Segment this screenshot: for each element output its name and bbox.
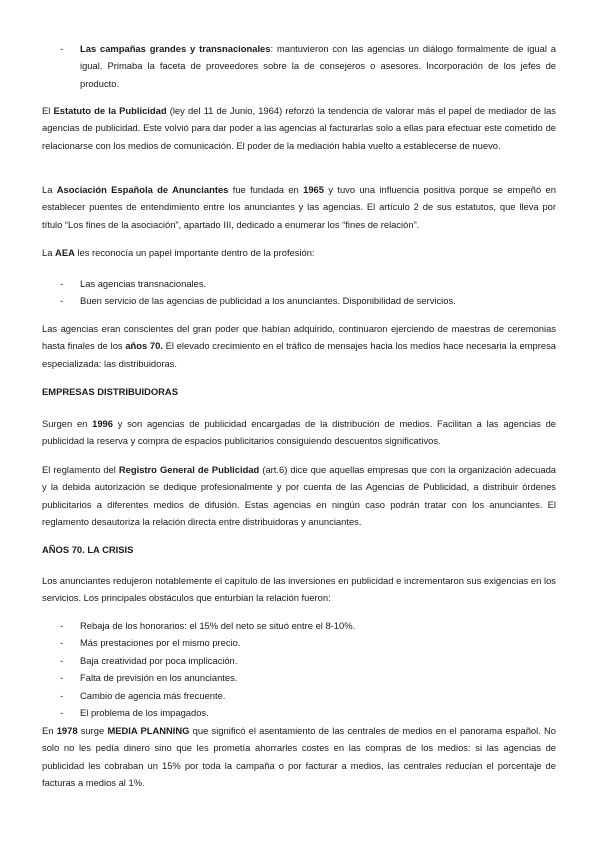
list-item: - Cambio de agencia más frecuente.: [60, 689, 226, 701]
crisis-bullet-list: [0, 617, 600, 721]
top-bullet-list: [0, 40, 600, 92]
bold-term: años 70.: [125, 340, 163, 352]
bold-year: 1996: [92, 418, 113, 429]
paragraph-estatuto: El Estatuto de la Publicidad (ley del 11 de Junio, 1964) reforzó la tendencia de valorar más el papel de mediador de las agencias de publicidad. Este volvió para dar poder a las agencias al facturarlas solo a ellas para efectuar este cometido de relacionarse con los medios de comunicación. El poder de la mediación había vuelto a establecerse de nuevo.: [42, 105, 556, 151]
list-item: - Buen servicio de las agencias de publicidad a los anunciantes. Disponibilidad de servicios.: [60, 295, 456, 307]
list-item: - Falta de previsión en los anunciantes.: [60, 672, 238, 684]
paragraph-asociacion: La Asociación Española de Anunciantes fue fundada en 1965 y tuvo una influencia positiva porque se empeñó en establecer puentes de entendimiento entre los anunciantes y las agencias. El artículo 2 de sus estatutos, que lleva por título “Los fines de la asociación”, apartado III, dedicado a enumerar los “fines de relación”.: [42, 184, 556, 230]
bold-term: Asociación Española de Anunciantes: [56, 184, 229, 195]
paragraph-anunciantes: Los anunciantes redujeron notablemente el capítulo de las inversiones en publicidad e incrementaron sus exigencias en los servicios. Los principales obstáculos que enturbian la relación fueron:: [42, 575, 556, 604]
bullet-dash: -: [60, 43, 64, 54]
bold-term: MEDIA PLANNING: [107, 725, 190, 736]
paragraph-reglamento: El reglamento del Registro General de Publicidad (art.6) dice que aquellas empresas que con la organización adecuada y la debida autorización se dedique profesionalmente y por cuenta de las Agencias de Publicidad, a distribuir órdenes publicitarios a diferentes medios de difusión. Estas agencias en ningún caso podrán tratar con los anunciantes. El reglamento desautoriza la relación directa entre distribuidoras y anunciantes.: [42, 464, 556, 528]
aea-bullet-list: [0, 275, 600, 310]
list-item: - Baja creatividad por poca implicación.: [60, 654, 238, 666]
list-item: - El problema de los impagados.: [60, 707, 209, 719]
paragraph-1978: En 1978 surge MEDIA PLANNING que significó el asentamiento de las centrales de medios en el panorama español. No solo no les pedía dinero sino que les prometía ahorrarles costes en las compras de los medios: si las agencias de publicidad les cobraban un 15% por toda la campaña o por facturar a medios, las centrales reducían el porcentaje de facturas a medios al 1%.: [42, 725, 557, 789]
bold-year: 1965: [303, 184, 324, 195]
section-heading-crisis: AÑOS 70. LA CRISIS: [42, 544, 134, 555]
bold-term: Estatuto de la Publicidad: [53, 105, 167, 116]
bold-term: AEA: [55, 247, 75, 258]
list-item: - Más prestaciones por el mismo precio.: [60, 637, 241, 649]
list-item: - Rebaja de los honorarios: el 15% del neto se situó entre el 8-10%.: [60, 620, 356, 631]
bold-year: 1978: [56, 725, 78, 736]
bold-term: Las campañas grandes y transnacionales: [80, 43, 271, 54]
list-item: - Las campañas grandes y transnacionales: mantuvieron con las agencias un diálogo formalmente de igual a igual. Primaba la faceta de proveedores sobre la de consejeros o asesores. Incorporación de los jefes de producto.: [0, 40, 556, 92]
paragraph-surgen: Surgen en 1996 y son agencias de publicidad encargadas de la distribución de medios. Facilitan a las agencias de publicidad la reserva y compra de espacios publicitarios consiguiendo descuentos significativos.: [42, 418, 556, 447]
paragraph-aea: La AEA les reconocía un papel importante dentro de la profesión:: [42, 247, 315, 258]
section-heading-distribuidoras: EMPRESAS DISTRIBUIDORAS: [42, 386, 178, 397]
paragraph-conscientes: Las agencias eran conscientes del gran poder que habían adquirido, continuaron ejerciendo de maestras de ceremonias hasta finales de los años 70. El elevado crecimiento en el tráfico de mensajes hacia los medios hace necesaria la empresa especializada: las distribuidoras.: [42, 323, 556, 369]
bold-term: Registro General de Publicidad: [118, 464, 260, 475]
list-item: - Las agencias transnacionales.: [60, 278, 207, 289]
